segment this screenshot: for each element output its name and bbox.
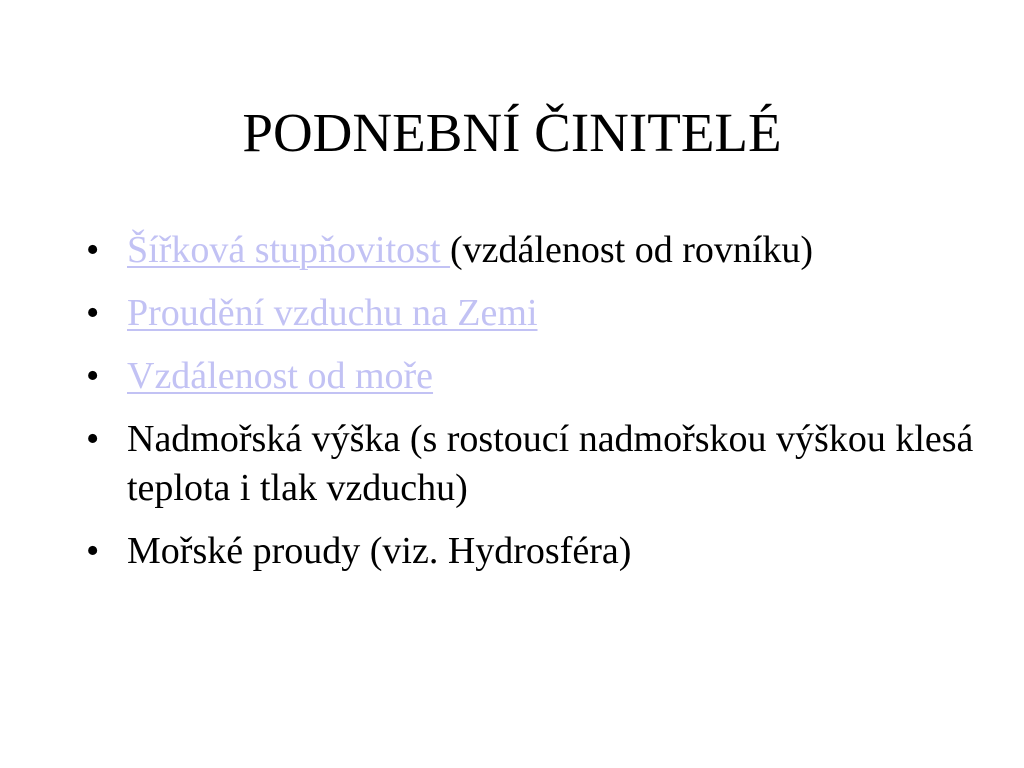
bullet-item-latitude <box>86 226 986 275</box>
bullet-list <box>86 226 986 590</box>
bullet-icon: • <box>86 418 100 460</box>
bullet-icon: • <box>86 229 100 271</box>
bullet-item-distance-from-sea <box>86 352 986 401</box>
bullet-text: (vzdálenost od rovníku) <box>450 229 814 271</box>
bullet-item-air-circulation <box>86 289 986 338</box>
latitude-zonation-link[interactable]: Šířková stupňovitost <box>127 229 451 271</box>
bullet-text: Mořské proudy (viz. Hydrosféra) <box>127 530 632 572</box>
bullet-icon: • <box>86 355 100 397</box>
distance-from-sea-link[interactable]: Vzdálenost od moře <box>127 355 434 397</box>
bullet-icon: • <box>86 530 100 572</box>
air-circulation-link[interactable]: Proudění vzduchu na Zemi <box>127 292 538 334</box>
slide-title: PODNEBNÍ ČINITELÉ <box>242 102 782 163</box>
bullet-text: Nadmořská výška (s rostoucí nadmořskou výškou klesá teplota i tlak vzduchu) <box>127 418 974 509</box>
bullet-item-altitude <box>86 415 986 513</box>
bullet-icon: • <box>86 292 100 334</box>
bullet-item-ocean-currents <box>86 527 986 576</box>
